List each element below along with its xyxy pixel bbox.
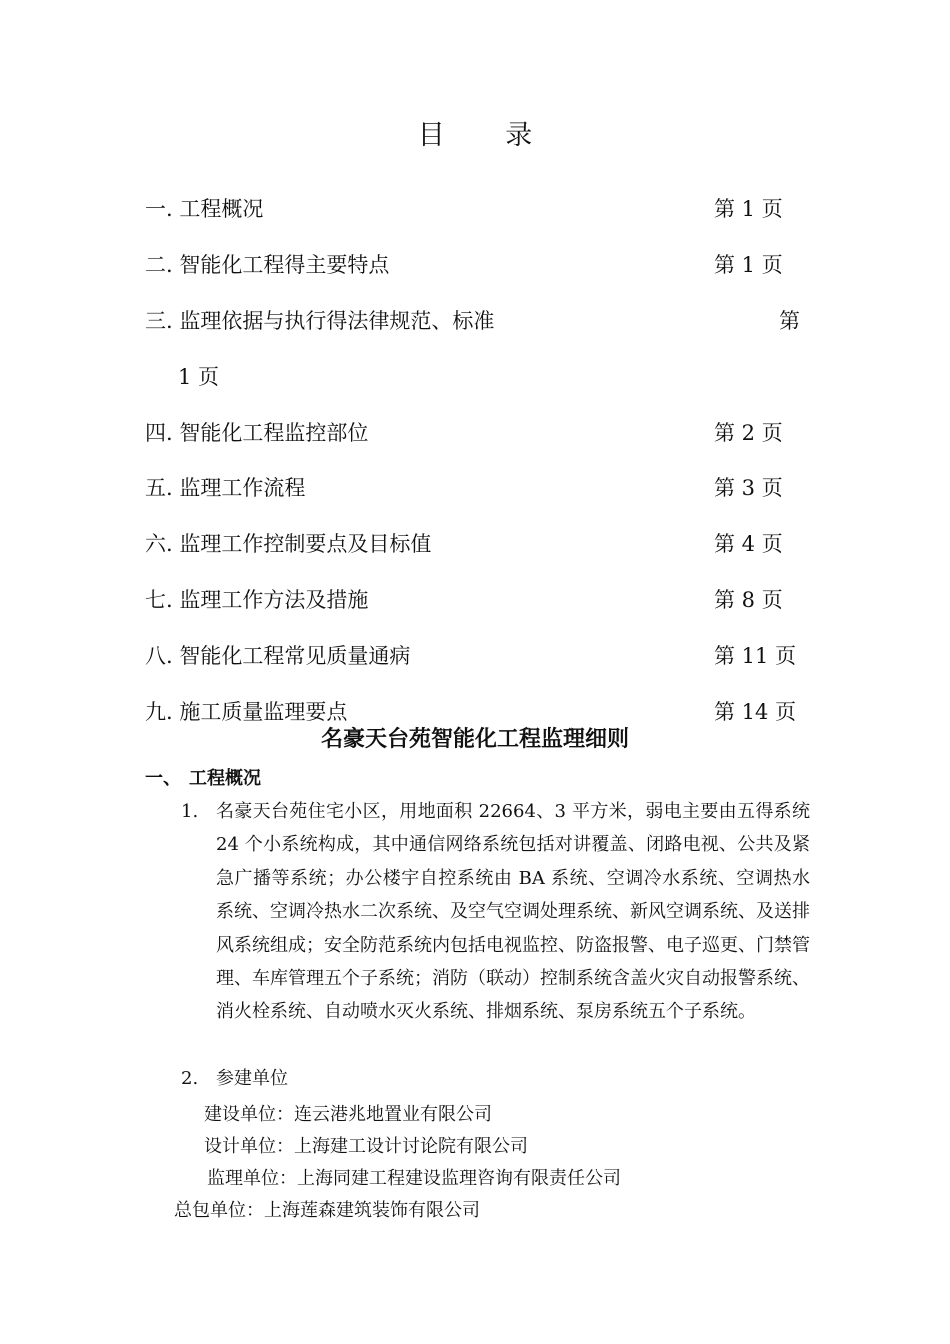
toc-entry-page: 第 14 页 — [714, 700, 797, 724]
toc-entry-label: 九. 施工质量监理要点 — [145, 700, 348, 724]
section-number: 一、 — [145, 768, 181, 789]
participating-unit: 设计单位：上海建工设计讨论院有限公司 — [204, 1136, 528, 1157]
document-title: 名豪天台苑智能化工程监理细则 — [320, 727, 629, 752]
participating-unit: 建设单位：连云港兆地置业有限公司 — [204, 1104, 492, 1125]
participating-unit: 监理单位：上海同建工程建设监理咨询有限责任公司 — [207, 1168, 621, 1189]
toc-entry-label: 一. 工程概况 — [145, 197, 264, 221]
list-item-number: 2. — [181, 1068, 199, 1089]
list-item-number: 1. — [181, 801, 199, 822]
section-heading — [145, 764, 261, 790]
list-item-text: 参建单位 — [216, 1068, 288, 1089]
toc-entry-label: 二. 智能化工程得主要特点 — [145, 253, 390, 277]
toc-entry-page: 第 8 页 — [714, 588, 783, 612]
toc-entry-page: 第 1 页 — [714, 253, 783, 277]
toc-entry-label: 四. 智能化工程监控部位 — [145, 421, 369, 445]
toc-entry-page: 第 11 页 — [714, 644, 797, 668]
toc-entry-page: 第 3 页 — [714, 476, 783, 500]
toc-entry-label: 六. 监理工作控制要点及目标值 — [145, 532, 432, 556]
toc-entry-label: 五. 监理工作流程 — [145, 476, 306, 500]
section-heading-text: 工程概况 — [189, 768, 261, 789]
toc-entry-page: 第 — [779, 309, 800, 333]
participating-unit: 总包单位：上海莲森建筑装饰有限公司 — [174, 1200, 480, 1221]
toc-entry-label: 三. 监理依据与执行得法律规范、标准 — [145, 309, 495, 333]
toc-entry-page: 第 4 页 — [714, 532, 783, 556]
toc-entry-label: 七. 监理工作方法及措施 — [145, 588, 369, 612]
toc-entry-page-continued: 1 页 — [178, 365, 220, 389]
list-item-text: 名豪天台苑住宅小区，用地面积 22664、3 平方米，弱电主要由五得系统 24 个小系统构成，其中通信网络系统包括对讲覆盖、闭路电视、公共及紧急广播等系统；办公楼宇自控系统由 BA 系统、空调冷水系统、空调热水系统、空调冷热水二次系统、及空气空调处理系统、新风空调系统、及送排风系统组成；安全防范系统内包括电视监控、防盗报警、电子巡更、门禁管理、车库管理五个子系统；消防（联动）控制系统含盖火灾自动报警系统、消火栓系统、自动喷水灭火系统、排烟系统、泵房系统五个子系统。 — [216, 801, 810, 1023]
toc-entry-page: 第 1 页 — [714, 197, 783, 221]
toc-entry-page: 第 2 页 — [714, 421, 783, 445]
toc-entry-label: 八. 智能化工程常见质量通病 — [145, 644, 411, 668]
toc-title: 目 录 — [417, 120, 559, 151]
